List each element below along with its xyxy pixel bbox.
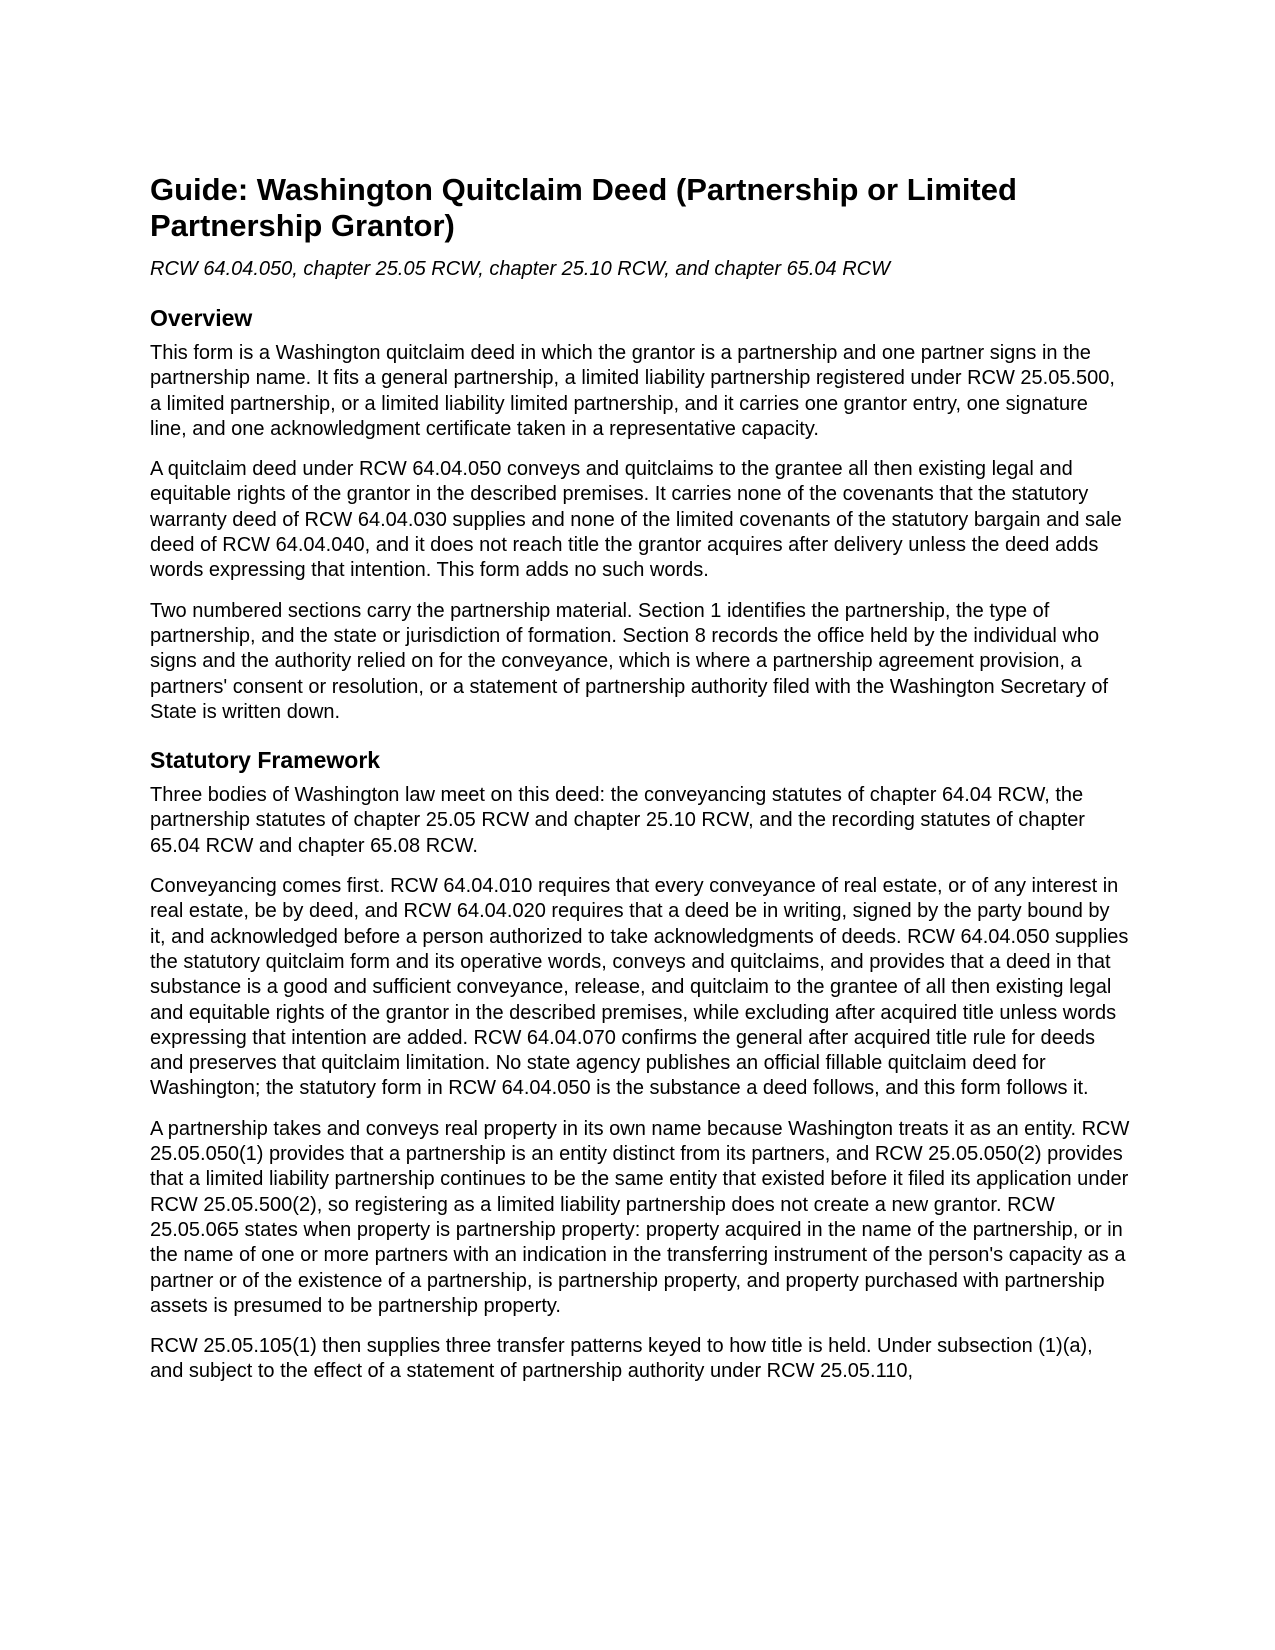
paragraph: A quitclaim deed under RCW 64.04.050 conveys and quitclaims to the grantee all then existing legal and equitable rights of the grantor in the described premises. It carries none of the covenants that the statutory warranty deed of RCW 64.04.030 supplies and none of the limited covenants of the statutory bargain and sale deed of RCW 64.04.040, and it does not reach title the grantor acquires after delivery unless the deed adds words expressing that intention. This form adds no such words. bbox=[150, 458, 1122, 582]
paragraph: Conveyancing comes first. RCW 64.04.010 requires that every conveyance of real estate, or of any interest in real estate, be by deed, and RCW 64.04.020 requires that a deed be in writing, signed by the party bound by it, and acknowledged before a person authorized to take acknowledgments of deeds. RCW 64.04.050 supplies the statutory quitclaim form and its operative words, conveys and quitclaims, and provides that a deed in that substance is a good and sufficient conveyance, release, and quitclaim to the grantee of all then existing legal and equitable rights of the grantor in the described premises, while excluding after acquired title unless words expressing that intention are added. RCW 64.04.070 confirms the general after acquired title rule for deeds and preserves that quitclaim limitation. No state agency publishes an official fillable quitclaim deed for Washington; the statutory form in RCW 64.04.050 is the substance a deed follows, and this form follows it. bbox=[150, 875, 1129, 1100]
paragraph: Two numbered sections carry the partnership material. Section 1 identifies the partnership, the type of partnership, and the state or jurisdiction of formation. Section 8 records the office held by the individual who signs and the authority relied on for the conveyance, which is where a partnership agreement provision, a partners' consent or resolution, or a statement of partnership authority filed with the Washington Secretary of State is written down. bbox=[150, 599, 1109, 723]
document-page bbox=[150, 172, 1130, 1400]
section-heading: Overview bbox=[150, 305, 253, 331]
paragraph: RCW 25.05.105(1) then supplies three transfer patterns keyed to how title is held. Under subsection (1)(a), and subject to the effect of a statement of partnership authority under RCW 25.05.110, bbox=[150, 1335, 1093, 1383]
paragraph: This form is a Washington quitclaim deed in which the grantor is a partnership and one partner signs in the partnership name. It fits a general partnership, a limited liability partnership registered under RCW 25.05.500, a limited partnership, or a limited liability limited partnership, and it carries one grantor entry, one signature line, and one acknowledgment certificate taken in a representative capacity. bbox=[150, 342, 1115, 440]
document-title: Guide: Washington Quitclaim Deed (Partnership or Limited Partnership Grantor) bbox=[150, 172, 1017, 243]
section-statutory-framework bbox=[150, 746, 1130, 1385]
section-heading: Statutory Framework bbox=[150, 747, 381, 774]
paragraph: Three bodies of Washington law meet on this deed: the conveyancing statutes of chapter 64.04 RCW, the partnership statutes of chapter 25.05 RCW and chapter 25.10 RCW, and the recording statutes of chapter 65.04 RCW and chapter 65.08 RCW. bbox=[150, 784, 1085, 857]
statute-citation: RCW 64.04.050, chapter 25.05 RCW, chapter 25.10 RCW, and chapter 65.04 RCW bbox=[150, 258, 890, 280]
section-overview bbox=[150, 304, 1130, 725]
paragraph: A partnership takes and conveys real property in its own name because Washington treats it as an entity. RCW 25.05.050(1) provides that a partnership is an entity distinct from its partners, and RCW 25.05.050(2) provides that a limited liability partnership continues to be the same entity that existed before it filed its application under RCW 25.05.500(2), so registering as a limited liability partnership does not create a new grantor. RCW 25.05.065 states when property is partnership property: property acquired in the name of the partnership, or in the name of one or more partners with an indication in the transferring instrument of the person's capacity as a partner or of the existence of a partnership, is partnership property, and property purchased with partnership assets is presumed to be partnership property. bbox=[150, 1117, 1130, 1317]
